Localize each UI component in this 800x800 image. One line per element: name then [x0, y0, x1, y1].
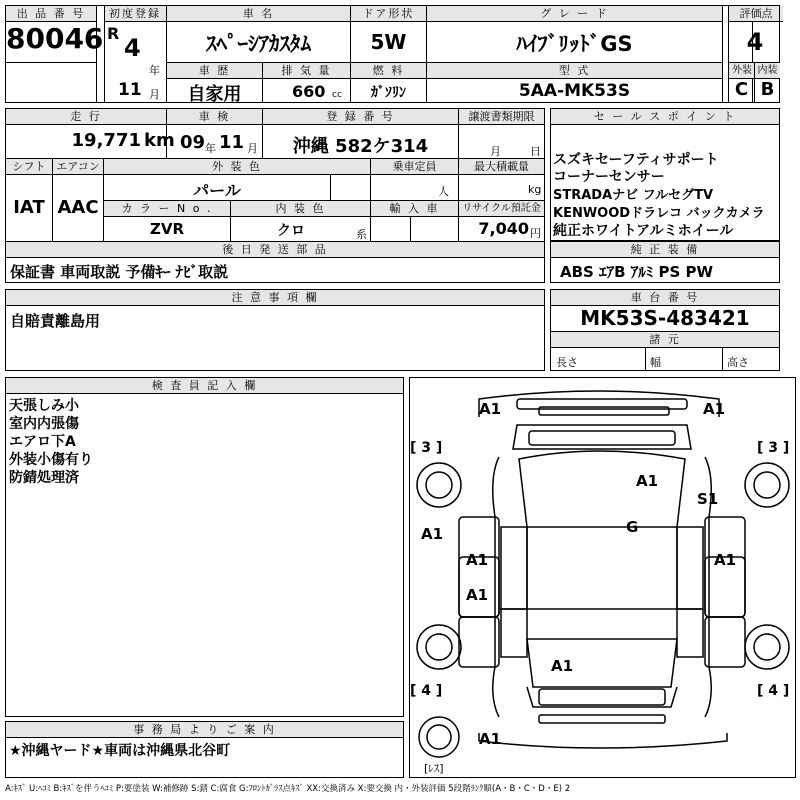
import-label: 輸 入 車	[371, 201, 458, 217]
door-type-label: ドア形状	[351, 6, 426, 22]
damage-mark: A1	[636, 472, 659, 490]
damage-mark: A1	[466, 586, 489, 604]
recycle-unit: 円	[530, 227, 541, 240]
length-label: 長さ	[556, 356, 578, 369]
recycle-deposit: 7,040	[478, 219, 529, 238]
chassis-number-label: 車 台 番 号	[551, 290, 779, 306]
model: 5AA-MK53S	[518, 81, 631, 101]
damage-mark: A1	[479, 400, 502, 418]
model-label: 型 式	[427, 63, 722, 79]
first-reg-month-unit: 月	[149, 88, 160, 101]
damage-mark: A1	[479, 730, 502, 748]
sales-point: KENWOODドラレコ バックカメラ	[553, 206, 765, 221]
damage-mark: A1	[551, 657, 574, 675]
lot-number-label: 出 品 番 号	[6, 6, 96, 22]
door-type: 5W	[370, 30, 407, 54]
interior-grade: B	[760, 79, 775, 100]
capacity-label: 乗車定員	[371, 159, 458, 175]
damage-mark: A1	[714, 551, 737, 569]
sales-point: STRADAナビ フルセグTV	[553, 188, 714, 203]
shift-label: シフト	[6, 159, 52, 175]
displacement-unit: cc	[332, 90, 342, 100]
ac-label: エアコン	[53, 159, 103, 175]
score: 4	[746, 28, 764, 56]
interior-color: クロ	[277, 223, 305, 239]
displacement-label: 排 気 量	[263, 63, 350, 79]
plate-label: 登 録 番 号	[263, 109, 458, 125]
interior-grade-label: 内装	[755, 63, 780, 79]
grade-label: グ レ ー ド	[427, 6, 722, 22]
grade: ﾊｲﾌﾞﾘｯﾄﾞGS	[516, 32, 633, 56]
damage-mark: A1	[703, 400, 726, 418]
inspector-line: 外装小傷有り	[9, 452, 93, 468]
lot-number: 80046	[6, 22, 104, 55]
color-number-label: カ ラ ー N o .	[104, 201, 230, 217]
tire-front-right: [ 3 ]	[757, 440, 790, 456]
tire-rear-left: [ 4 ]	[410, 683, 443, 699]
inspector-line: 天張しみ小	[9, 398, 79, 414]
damage-mark: S1	[697, 490, 719, 508]
transfer-month-unit: 月	[490, 145, 501, 158]
office-label: 事 務 局 よ り ご 案 内	[6, 722, 403, 738]
inspector-line: 防錆処理済	[9, 470, 79, 486]
equipment: ABS ｴｱB ｱﾙﾐ PS PW	[560, 263, 714, 281]
width-label: 幅	[650, 356, 661, 369]
inspector-line: 室内内張傷	[9, 416, 79, 432]
later-parts-label: 後 日 発 送 部 品	[6, 242, 544, 258]
history-label: 車 歴	[167, 63, 262, 79]
mileage-unit: km	[144, 130, 175, 151]
capacity-unit: 人	[438, 185, 449, 198]
color-number: ZVR	[149, 220, 185, 238]
inspection-month-unit: 月	[247, 142, 258, 155]
notes: 自賠責離島用	[10, 312, 101, 330]
car-name-label: 車 名	[167, 6, 350, 22]
car-name: ｽﾍﾟｰｼｱｶｽﾀﾑ	[206, 32, 311, 56]
inspection-year: 09	[180, 132, 206, 153]
exterior-grade-label: 外装	[729, 63, 755, 79]
sales-point: コーナーセンサー	[553, 169, 665, 185]
transfer-day-unit: 日	[530, 145, 541, 158]
fuel-label: 燃 料	[351, 63, 426, 79]
exterior-grade: C	[734, 79, 749, 100]
inspection-label: 車 検	[167, 109, 262, 125]
recycle-label: リサイクル預託金	[459, 201, 544, 217]
later-parts: 保証書 車両取説 予備ｷｰ ﾅﾋﾞ取説	[10, 263, 229, 281]
inspector-label: 検 査 員 記 入 欄	[6, 378, 403, 394]
mileage: 19,771	[71, 130, 141, 151]
interior-color-unit: 系	[356, 228, 367, 241]
max-load-unit: kg	[528, 183, 542, 196]
chassis-number: MK53S-483421	[580, 306, 750, 330]
first-reg-year-unit: 年	[149, 64, 160, 77]
max-load-label: 最大積載量	[459, 159, 544, 175]
exterior-color: パール	[193, 181, 241, 200]
first-reg-month: 11	[118, 80, 142, 100]
sales-point: スズキセーフティサポート	[553, 152, 719, 168]
exterior-color-label: 外 装 色	[104, 159, 370, 175]
notes-label: 注 意 事 項 欄	[6, 290, 544, 306]
fuel: ｶﾞｿﾘﾝ	[371, 85, 406, 101]
interior-color-label: 内 装 色	[231, 201, 370, 217]
first-reg-year: 4	[124, 34, 141, 62]
score-label: 評価点	[729, 6, 783, 22]
air-conditioner: AAC	[57, 197, 99, 218]
shift: IAT	[13, 197, 45, 218]
damage-mark: G	[626, 518, 639, 536]
damage-mark: A1	[466, 551, 489, 569]
inspection-year-unit: 年	[205, 142, 216, 155]
plate-number: 沖縄 582ケ314	[292, 136, 429, 157]
inspector-line: エアロ下A	[9, 434, 76, 450]
equipment-label: 純 正 装 備	[551, 242, 779, 258]
sales-point: 純正ホワイトアルミホイール	[553, 223, 734, 239]
history: 自家用	[187, 84, 242, 105]
first-reg-era: R	[107, 24, 120, 43]
height-label: 高さ	[727, 356, 749, 369]
transfer-deadline-label: 譲渡書類期限	[459, 109, 544, 125]
mileage-label: 走 行	[6, 109, 166, 125]
displacement: 660	[292, 82, 326, 101]
first-registration-label: 初度登録	[104, 6, 166, 22]
car-outline-diagram	[409, 377, 796, 778]
sales-points-label: セ ー ル ス ポ イ ン ト	[551, 109, 779, 125]
spare-tire-label: [ﾚｽ]	[424, 762, 444, 775]
specs-label: 諸 元	[551, 332, 779, 348]
damage-mark: A1	[421, 525, 444, 543]
tire-rear-right: [ 4 ]	[757, 683, 790, 699]
inspection-month: 11	[219, 132, 245, 153]
office-note: ★沖縄ヤード★車両は沖縄県北谷町	[9, 743, 231, 759]
legend: A:ｷｽﾞ U:ﾍｺﾐ B:ｷｽﾞを伴うﾍｺﾐ P:要塗装 W:補修跡 S:錆 C:腐食 G:ﾌﾛﾝﾄｶﾞﾗｽ点ｷｽﾞ XX:交換済み X:要交換 内・外装評価 5段階ﾗﾝｸ順(A・B・C・D・E) 2	[5, 784, 571, 794]
tire-front-left: [ 3 ]	[410, 440, 443, 456]
